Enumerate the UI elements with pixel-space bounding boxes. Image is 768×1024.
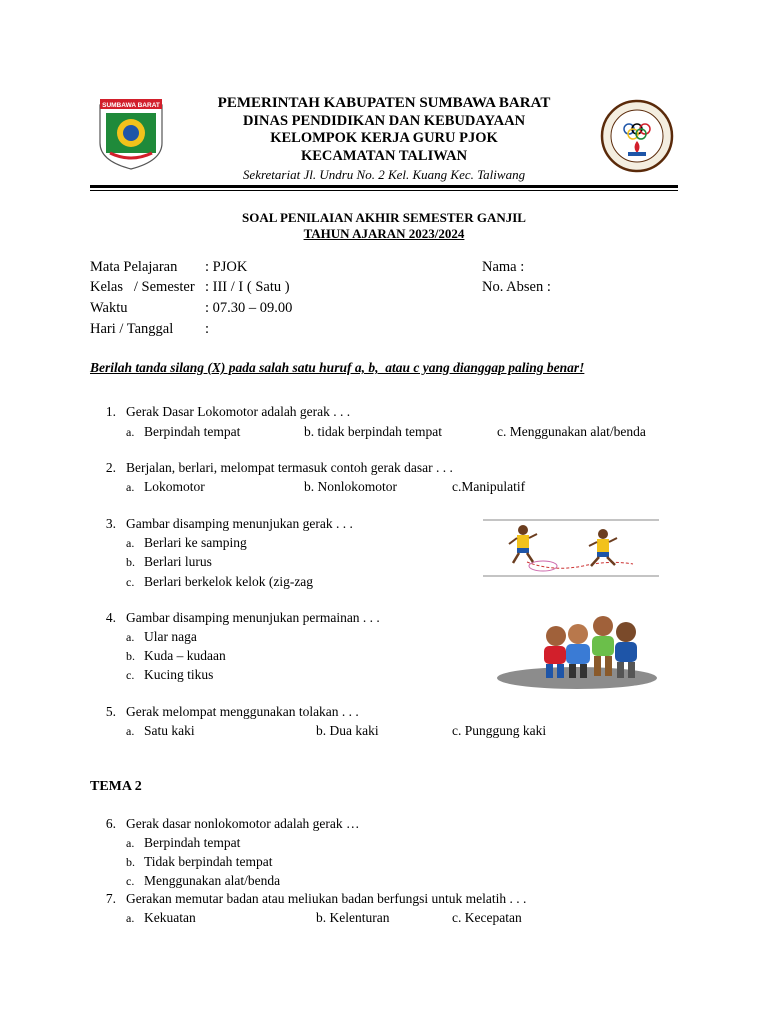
header-line-4: KECAMATAN TALIWAN (300, 148, 468, 164)
option-5c[interactable]: c. Punggung kaki (452, 723, 547, 738)
exam-year: TAHUN AJARAN 2023/2024 (303, 226, 465, 241)
option-text: Berlari lurus (144, 554, 212, 569)
exam-title: SOAL PENILAIAN AKHIR SEMESTER GANJIL (242, 210, 526, 225)
instruction: Berilah tanda silang (X) pada salah satu huruf a, b, atau c yang dianggap paling benar! (90, 360, 585, 375)
option-letter: c. (126, 575, 135, 589)
mapel-label: Mata Pelajaran (90, 259, 178, 275)
option-letter: c. (126, 668, 135, 682)
question-number: 6. (105, 816, 116, 831)
option-1c[interactable]: c. Menggunakan alat/benda (497, 424, 646, 439)
question-text: Berjalan, berlari, melompat termasuk contoh gerak dasar . . . (126, 460, 453, 475)
question-text: Gerak melompat menggunakan tolakan . . . (126, 704, 359, 719)
question-number: 1. (105, 404, 116, 419)
option-4b[interactable] (126, 648, 226, 664)
option-1b[interactable]: b. tidak berpindah tempat (304, 424, 442, 439)
mapel-value: : PJOK (205, 259, 248, 275)
running-children-icon (483, 516, 659, 578)
header-line-3: KELOMPOK KERJA GURU PJOK (270, 130, 498, 146)
question-number: 2. (105, 460, 116, 475)
option-letter: a. (126, 480, 135, 494)
header-rule-thin (90, 190, 678, 191)
option-letter: a. (126, 836, 135, 850)
option-text: Berlari berkelok kelok (zig-zag (144, 574, 314, 589)
option-6b[interactable] (126, 854, 273, 870)
option-letter: a. (126, 630, 135, 644)
option-2c[interactable]: c.Manipulatif (452, 479, 526, 494)
kelas-value: : III / I ( Satu ) (205, 279, 290, 295)
question-number: 3. (105, 516, 116, 531)
question-text: Gambar disamping menunjukan permainan . . . (126, 610, 380, 625)
option-5a[interactable] (126, 723, 195, 739)
playing-children-icon (496, 612, 658, 690)
option-7a[interactable] (126, 910, 196, 926)
option-text: Berlari ke samping (144, 535, 247, 550)
option-4a[interactable] (126, 629, 197, 645)
header-address: Sekretariat Jl. Undru No. 2 Kel. Kuang Kec. Taliwang (242, 167, 526, 182)
option-text: Ular naga (144, 629, 197, 644)
header-line-2: DINAS PENDIDIKAN DAN KEBUDAYAAN (242, 113, 526, 129)
option-2b[interactable]: b. Nonlokomotor (304, 479, 397, 494)
option-7b[interactable]: b. Kelenturan (316, 910, 390, 925)
question-number: 7. (105, 891, 116, 906)
question-number: 5. (105, 704, 116, 719)
option-3a[interactable] (126, 535, 247, 551)
zigzag-running-illustration (483, 516, 659, 578)
waktu-value: : 07.30 – 09.00 (205, 300, 293, 316)
option-text: Menggunakan alat/benda (144, 873, 281, 888)
option-letter: b. (126, 855, 135, 869)
option-text: Kucing tikus (144, 667, 214, 682)
nama-field[interactable]: Nama : (482, 259, 525, 275)
waktu-label: Waktu (90, 300, 128, 316)
kelas-label: Kelas / Semester (90, 279, 195, 295)
option-3c[interactable] (126, 574, 314, 590)
option-letter: a. (126, 536, 135, 550)
question-text: Gerak dasar nonlokomotor adalah gerak … (126, 816, 360, 831)
question-text: Gerak Dasar Lokomotor adalah gerak . . . (126, 404, 351, 419)
header-rule-thick (90, 185, 678, 188)
option-text: Kekuatan (144, 910, 196, 925)
option-6c[interactable] (126, 873, 281, 889)
option-letter: b. (126, 649, 135, 663)
option-1a[interactable] (126, 424, 241, 440)
question-number: 4. (105, 610, 116, 625)
option-text: Satu kaki (144, 723, 195, 738)
option-6a[interactable] (126, 835, 241, 851)
hari-label: Hari / Tanggal (90, 321, 174, 337)
option-letter: a. (126, 911, 135, 925)
option-text: Berpindah tempat (144, 424, 241, 439)
option-text: Berpindah tempat (144, 835, 241, 850)
option-7c[interactable]: c. Kecepatan (452, 910, 522, 925)
hari-value: : (205, 321, 210, 337)
option-2a[interactable] (126, 479, 205, 495)
children-game-illustration (496, 612, 658, 690)
option-text: Tidak berpindah tempat (144, 854, 273, 869)
option-4c[interactable] (126, 667, 214, 683)
header-line-1: PEMERINTAH KABUPATEN SUMBAWA BARAT (217, 95, 551, 111)
option-letter: c. (126, 874, 135, 888)
question-text: Gerakan memutar badan atau meliukan badan berfungsi untuk melatih . . . (126, 891, 527, 906)
option-3b[interactable] (126, 554, 212, 570)
option-letter: a. (126, 425, 135, 439)
option-5b[interactable]: b. Dua kaki (316, 723, 379, 738)
option-letter: a. (126, 724, 135, 738)
option-letter: b. (126, 555, 135, 569)
option-text: Kuda – kudaan (144, 648, 226, 663)
section-heading-tema-2: TEMA 2 (90, 779, 142, 794)
question-text: Gambar disamping menunjukan gerak . . . (126, 516, 353, 531)
logo-banner-text: SUMBAWA BARAT (102, 102, 160, 109)
option-text: Lokomotor (144, 479, 205, 494)
absen-field[interactable]: No. Absen : (482, 279, 551, 295)
